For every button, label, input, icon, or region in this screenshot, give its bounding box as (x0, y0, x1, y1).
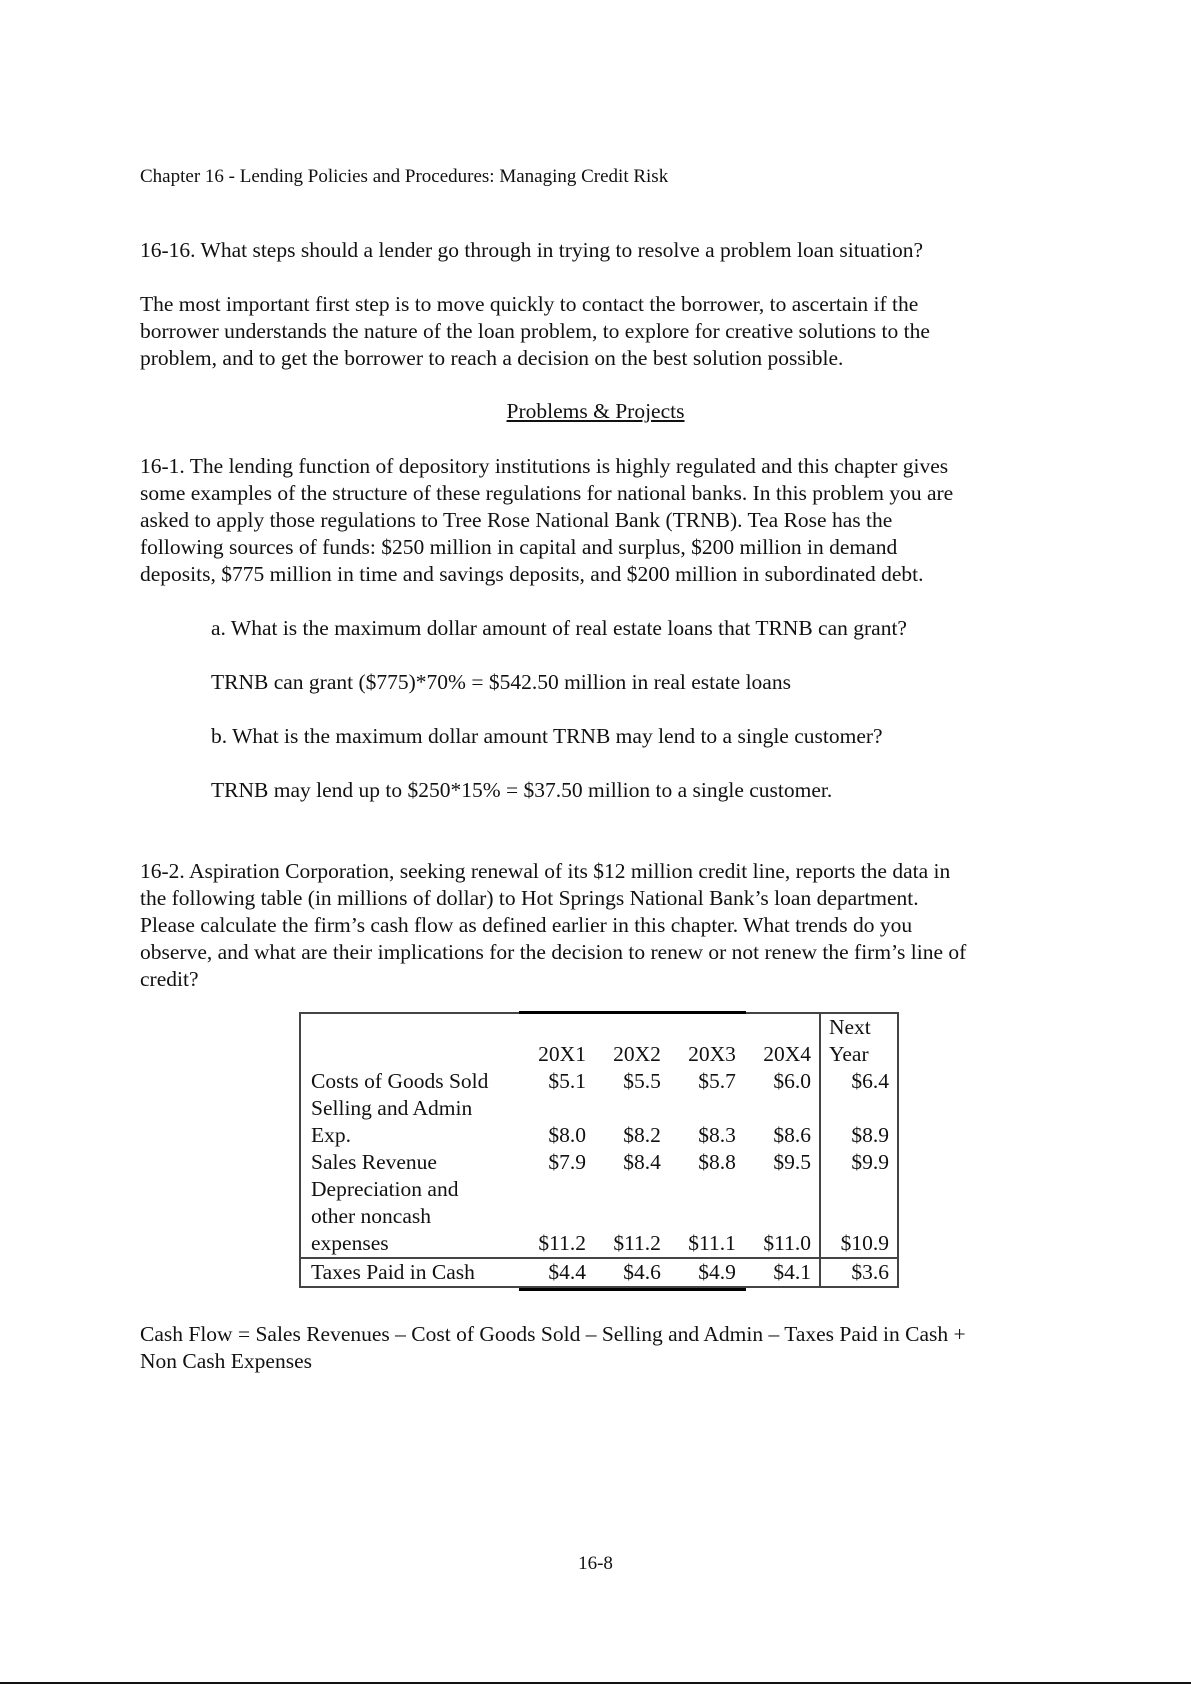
answer-line: problem, and to get the borrower to reach a decision on the best solution possible. (140, 346, 844, 370)
cell: $8.8 (698, 1150, 736, 1174)
part-a-question: a. What is the maximum dollar amount of real estate loans that TRNB can grant? (211, 616, 907, 640)
table-top-accent-rule (519, 1011, 746, 1014)
year-header: 20X4 (763, 1042, 811, 1066)
cell: $8.3 (698, 1123, 736, 1147)
question-16-16: 16-16. What steps should a lender go through in trying to resolve a problem loan situation? (140, 238, 924, 262)
header-blank (300, 1013, 519, 1068)
cell: $4.1 (744, 1258, 820, 1287)
problem-line: Please calculate the firm’s cash flow as defined earlier in this chapter. What trends do you (140, 913, 913, 937)
year-header: 20X2 (613, 1042, 661, 1066)
problem-line: 16-1. The lending function of depository institutions is highly regulated and this chapter gives (140, 454, 949, 478)
cell: $7.9 (548, 1150, 586, 1174)
table-row (300, 1176, 898, 1258)
cell: $11.1 (688, 1231, 736, 1255)
table-row (300, 1068, 898, 1095)
page-number: 16-8 (578, 1553, 613, 1574)
row-label: Taxes Paid in Cash (300, 1258, 519, 1287)
problem-line: following sources of funds: $250 million in capital and surplus, $200 million in demand (140, 535, 898, 559)
row-label-line: other noncash (311, 1204, 432, 1228)
answer-16-16 (140, 291, 1080, 372)
cell: $5.5 (623, 1069, 661, 1093)
problem-line: the following table (in millions of dollar) to Hot Springs National Bank’s loan department. (140, 886, 919, 910)
table-row (300, 1149, 898, 1176)
year-header: 20X3 (688, 1042, 736, 1066)
cell: $11.0 (763, 1231, 811, 1255)
row-label-line: Selling and Admin (311, 1096, 473, 1120)
row-label-line: expenses (311, 1231, 389, 1255)
part-b-question: b. What is the maximum dollar amount TRNB may lend to a single customer? (211, 724, 883, 748)
cell: $8.2 (623, 1123, 661, 1147)
cell: $11.2 (538, 1231, 586, 1255)
year-header: 20X1 (538, 1042, 586, 1066)
part-a-answer: TRNB can grant ($775)*70% = $542.50 million in real estate loans (211, 670, 791, 694)
table-row (300, 1095, 898, 1149)
cell: $5.1 (548, 1069, 586, 1093)
financial-data-table (299, 1012, 899, 1288)
table-row (300, 1258, 898, 1287)
page-bottom-rule (0, 1682, 1191, 1684)
row-label (300, 1095, 519, 1149)
problem-16-2 (140, 858, 1080, 993)
cell: $8.6 (773, 1123, 811, 1147)
row-label-line: Depreciation and (311, 1177, 459, 1201)
cell: $4.9 (669, 1258, 744, 1287)
next-year-cell: $9.9 (820, 1149, 898, 1176)
section-heading: Problems & Projects (506, 399, 685, 423)
cell: $8.4 (623, 1150, 661, 1174)
next-year-cell: $6.4 (820, 1068, 898, 1095)
cell: $8.0 (548, 1123, 586, 1147)
cell: $6.0 (773, 1069, 811, 1093)
cell: $4.4 (519, 1258, 594, 1287)
answer-line: The most important first step is to move quickly to contact the borrower, to ascertain if the (140, 292, 919, 316)
next-year-header-line: Next (828, 1015, 871, 1039)
row-label-line: Exp. (311, 1123, 352, 1147)
cash-flow-formula (140, 1321, 1080, 1375)
row-label: Costs of Goods Sold (311, 1069, 489, 1093)
table-header-row (300, 1013, 898, 1068)
next-year-header-line: Year (828, 1042, 869, 1066)
problem-line: credit? (140, 967, 199, 991)
cell: $11.2 (613, 1231, 661, 1255)
problem-line: deposits, $775 million in time and savings deposits, and $200 million in subordinated debt. (140, 562, 924, 586)
row-label: Sales Revenue (311, 1150, 437, 1174)
cell: $9.5 (773, 1150, 811, 1174)
next-year-header (820, 1013, 898, 1068)
cell: $4.6 (594, 1258, 669, 1287)
running-header: Chapter 16 - Lending Policies and Procedures: Managing Credit Risk (140, 166, 669, 187)
row-label (300, 1176, 519, 1258)
problem-line: some examples of the structure of these regulations for national banks. In this problem you are (140, 481, 954, 505)
problem-line: observe, and what are their implications for the decision to renew or not renew the firm’s line of (140, 940, 967, 964)
problem-line: 16-2. Aspiration Corporation, seeking renewal of its $12 million credit line, reports the data in (140, 859, 951, 883)
next-year-cell: $8.9 (820, 1095, 898, 1149)
next-year-cell: $3.6 (820, 1258, 898, 1287)
problem-line: asked to apply those regulations to Tree Rose National Bank (TRNB). Tea Rose has the (140, 508, 893, 532)
cell: $5.7 (698, 1069, 736, 1093)
part-b-answer: TRNB may lend up to $250*15% = $37.50 million to a single customer. (211, 778, 833, 802)
formula-line: Cash Flow = Sales Revenues – Cost of Goods Sold – Selling and Admin – Taxes Paid in Cash + (140, 1322, 966, 1346)
next-year-cell: $10.9 (820, 1176, 898, 1258)
answer-line: borrower understands the nature of the loan problem, to explore for creative solutions to the (140, 319, 930, 343)
formula-line: Non Cash Expenses (140, 1349, 312, 1373)
table-bottom-accent-rule (519, 1288, 746, 1291)
problem-16-1 (140, 453, 1080, 588)
